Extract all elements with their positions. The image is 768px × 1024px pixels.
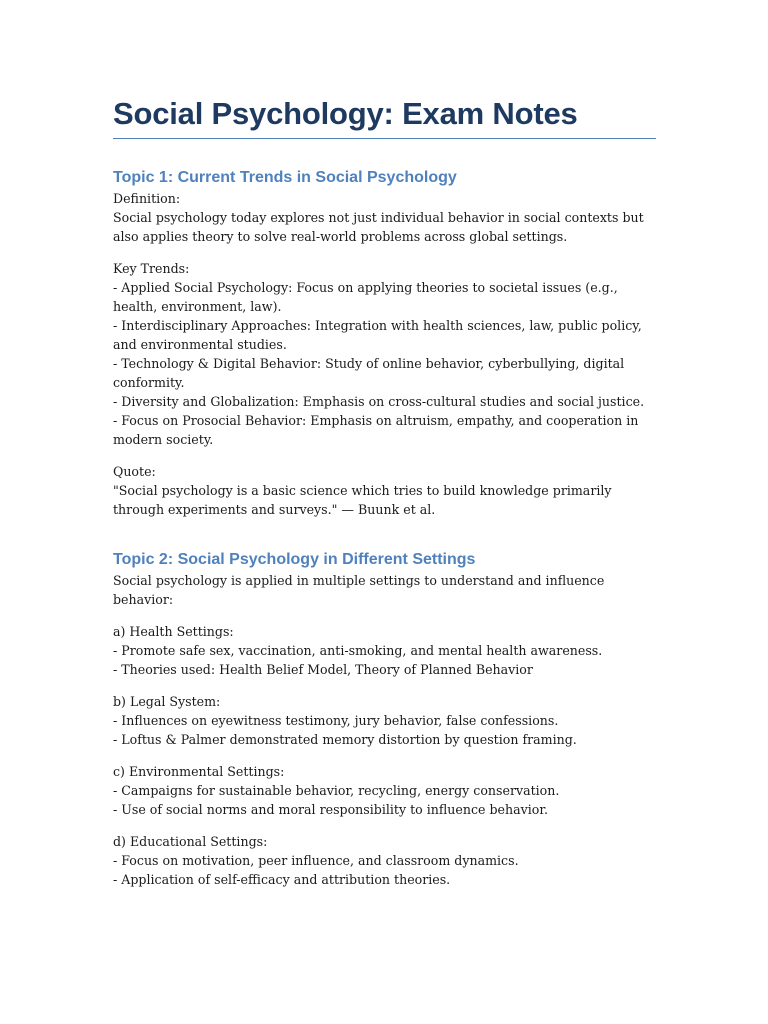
setting-legal — [113, 692, 656, 749]
setting-environmental — [113, 762, 656, 819]
setting-point: - Promote safe sex, vaccination, anti-smoking, and mental health awareness. — [113, 643, 603, 658]
document-page — [113, 94, 656, 889]
trend-item: - Technology & Digital Behavior: Study of online behavior, cyberbullying, digital conformity. — [113, 356, 625, 390]
definition-block — [113, 189, 656, 246]
setting-point: - Loftus & Palmer demonstrated memory distortion by question framing. — [113, 732, 577, 747]
setting-point: - Application of self-efficacy and attribution theories. — [113, 872, 451, 887]
document-title: Social Psychology: Exam Notes — [113, 94, 656, 139]
intro-text: Social psychology is applied in multiple settings to understand and influence behavior: — [113, 573, 605, 607]
setting-health — [113, 622, 656, 679]
key-trends-label: Key Trends: — [113, 261, 190, 276]
quote-block — [113, 462, 656, 519]
quote-label: Quote: — [113, 464, 156, 479]
definition-text: Social psychology today explores not just individual behavior in social contexts but also applies theory to solve real-world problems across global settings. — [113, 210, 644, 244]
setting-point: - Campaigns for sustainable behavior, recycling, energy conservation. — [113, 783, 560, 798]
topic-2-section — [113, 549, 656, 889]
setting-label: a) Health Settings: — [113, 624, 234, 639]
key-trends-block — [113, 259, 656, 449]
topic-2-heading: Topic 2: Social Psychology in Different Settings — [113, 551, 476, 568]
topic-1-section — [113, 167, 656, 519]
setting-educational — [113, 832, 656, 889]
trend-item: - Applied Social Psychology: Focus on applying theories to societal issues (e.g., health, environment, law). — [113, 280, 618, 314]
setting-label: d) Educational Settings: — [113, 834, 268, 849]
quote-text: "Social psychology is a basic science which tries to build knowledge primarily through experiments and surveys." — Buunk et al. — [113, 483, 612, 517]
setting-point: - Use of social norms and moral responsibility to influence behavior. — [113, 802, 548, 817]
definition-label: Definition: — [113, 191, 181, 206]
trend-item: - Interdisciplinary Approaches: Integration with health sciences, law, public policy, and environmental studies. — [113, 318, 642, 352]
setting-point: - Theories used: Health Belief Model, Theory of Planned Behavior — [113, 662, 533, 677]
setting-label: b) Legal System: — [113, 694, 221, 709]
setting-point: - Focus on motivation, peer influence, and classroom dynamics. — [113, 853, 519, 868]
setting-point: - Influences on eyewitness testimony, jury behavior, false confessions. — [113, 713, 559, 728]
topic-1-heading: Topic 1: Current Trends in Social Psychology — [113, 169, 457, 186]
setting-label: c) Environmental Settings: — [113, 764, 285, 779]
topic-2-intro — [113, 571, 656, 609]
trend-item: - Diversity and Globalization: Emphasis on cross-cultural studies and social justice. — [113, 394, 645, 409]
trend-item: - Focus on Prosocial Behavior: Emphasis on altruism, empathy, and cooperation in modern society. — [113, 413, 639, 447]
